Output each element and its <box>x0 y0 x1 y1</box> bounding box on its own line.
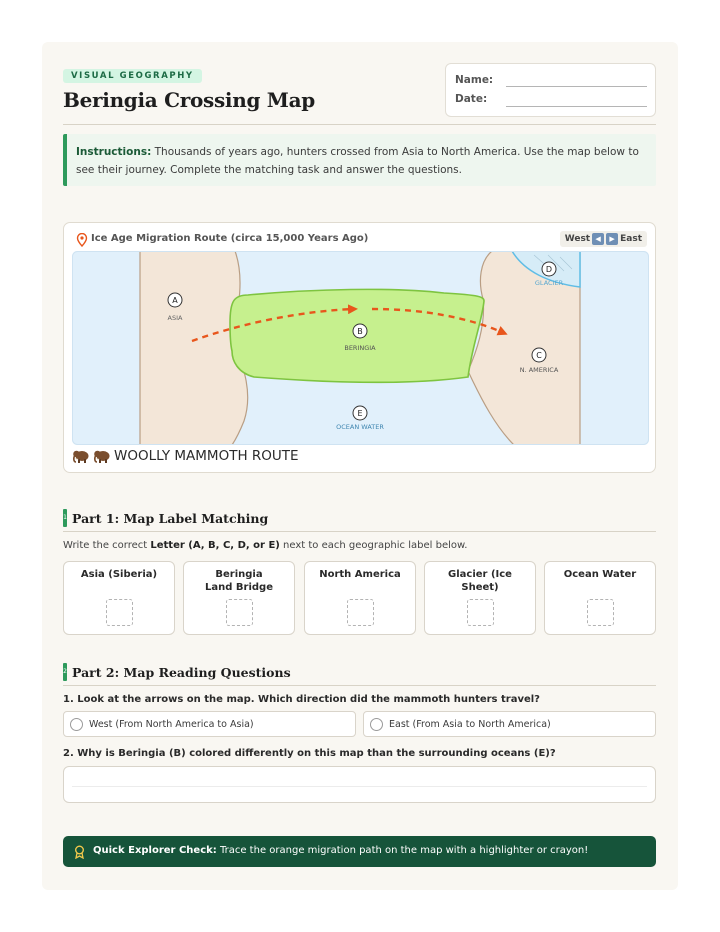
marker-letter-e: E <box>357 409 363 418</box>
date-field[interactable] <box>506 106 647 107</box>
compass-east-label: East <box>620 234 642 244</box>
answer-line <box>72 786 647 787</box>
arrow-left-icon: ◀ <box>592 233 604 245</box>
letter-answer-box[interactable] <box>106 599 133 626</box>
radio-button[interactable] <box>370 718 383 731</box>
match-card-asia <box>63 561 175 635</box>
arrow-right-icon: ▶ <box>606 233 618 245</box>
instructions-text: Thousands of years ago, hunters crossed from Asia to North America. Use the map below to see their journey. Complete the matching task and answer the questions. <box>76 146 639 176</box>
compass-west-label: West <box>564 234 591 244</box>
instructions-label: Instructions: <box>76 146 152 158</box>
marker-letter-b: B <box>357 327 363 336</box>
part2-divider <box>63 685 656 686</box>
option-label: East (From Asia to North America) <box>389 719 551 730</box>
letter-answer-box[interactable] <box>226 599 253 626</box>
match-card-ocean <box>544 561 656 635</box>
marker-caption-e: OCEAN WATER <box>336 423 384 431</box>
explorer-check-banner <box>63 836 656 867</box>
map-card <box>63 222 656 473</box>
question-2: 2. Why is Beringia (B) colored differently on this map than the surrounding oceans (E)? <box>63 748 556 759</box>
instructions-box <box>63 134 656 186</box>
part2-marker: 2 <box>63 663 67 681</box>
marker-letter-d: D <box>545 265 553 274</box>
subject-badge: VISUAL GEOGRAPHY <box>63 69 202 83</box>
part1-divider <box>63 531 656 532</box>
award-ribbon-icon <box>74 845 85 859</box>
route-label <box>72 448 299 464</box>
map-pin-icon <box>76 233 88 247</box>
header-divider <box>63 124 656 125</box>
part1-title: Part 1: Map Label Matching <box>72 511 269 526</box>
match-label: North America <box>319 569 401 580</box>
mammoth-icon <box>93 448 111 464</box>
name-label: Name: <box>455 74 494 86</box>
name-date-box <box>445 63 656 117</box>
radio-button[interactable] <box>70 718 83 731</box>
letter-answer-box[interactable] <box>467 599 494 626</box>
page-title: Beringia Crossing Map <box>63 88 315 112</box>
match-label: Ocean Water <box>563 569 637 580</box>
marker-letter-c: C <box>536 351 542 360</box>
match-label: Glacier (Ice Sheet) <box>448 569 512 593</box>
match-label: Beringia Land Bridge <box>205 569 273 593</box>
route-label-text: WOOLLY MAMMOTH ROUTE <box>114 448 299 464</box>
part2-title: Part 2: Map Reading Questions <box>72 665 291 680</box>
option-label: West (From North America to Asia) <box>89 719 254 730</box>
marker-caption-c: N. AMERICA <box>519 366 559 374</box>
mammoth-icon <box>72 448 90 464</box>
marker-letter-a: A <box>172 296 178 305</box>
match-card-north-america <box>304 561 416 635</box>
letter-answer-box[interactable] <box>347 599 374 626</box>
match-label: Asia (Siberia) <box>80 569 158 580</box>
date-label: Date: <box>455 93 488 105</box>
beringia-map <box>72 251 649 445</box>
question-1: 1. Look at the arrows on the map. Which direction did the mammoth hunters travel? <box>63 694 540 705</box>
map-title: Ice Age Migration Route (circa 15,000 Years Ago) <box>91 233 369 244</box>
part1-marker: 1 <box>63 509 67 527</box>
compass-indicator <box>560 231 647 247</box>
option-east[interactable] <box>363 711 656 737</box>
part1-instructions: Write the correct Letter (A, B, C, D, or E) next to each geographic label below. <box>63 540 468 551</box>
marker-caption-a: ASIA <box>167 314 183 322</box>
question-2-answer-field[interactable] <box>63 766 656 803</box>
explorer-check-text: Quick Explorer Check: Trace the orange migration path on the map with a highlighter or crayon! <box>93 845 589 856</box>
marker-caption-b: BERINGIA <box>344 344 376 352</box>
match-card-beringia <box>183 561 295 635</box>
match-card-glacier <box>424 561 536 635</box>
letter-answer-box[interactable] <box>587 599 614 626</box>
name-field[interactable] <box>506 86 647 87</box>
marker-caption-d: GLACIER <box>534 279 564 287</box>
option-west[interactable] <box>63 711 356 737</box>
